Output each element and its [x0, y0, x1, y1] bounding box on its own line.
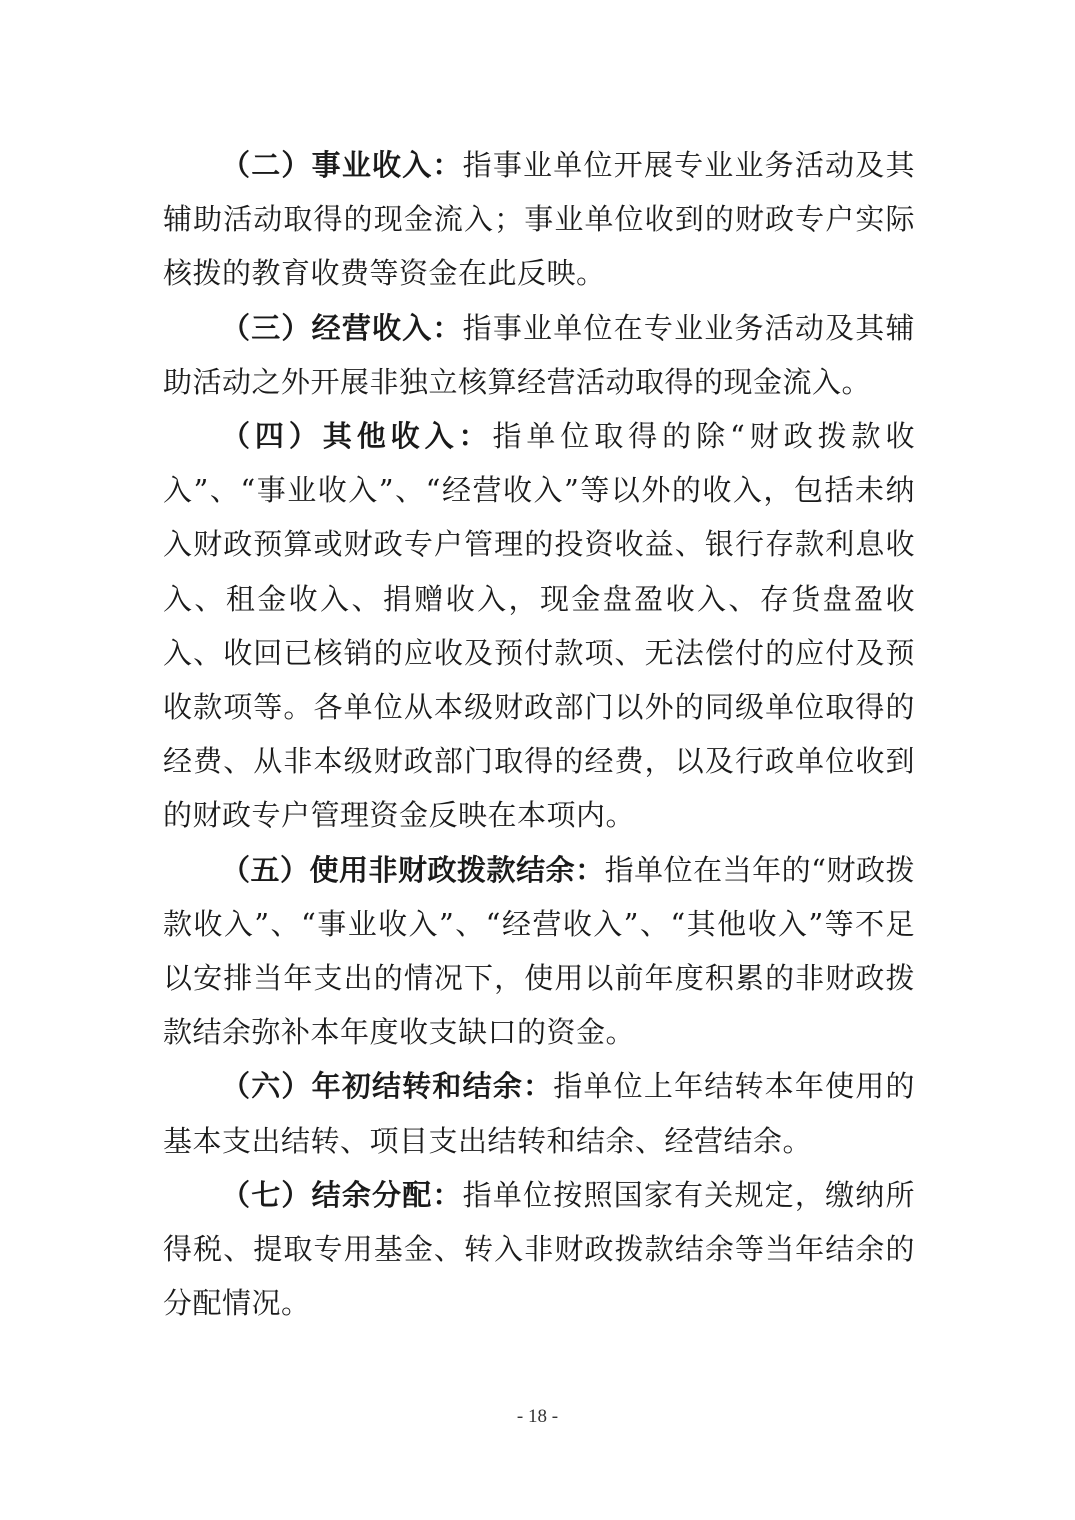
term-other-income: （四）其他收入： — [221, 419, 493, 454]
term-business-income: （二）事业收入： — [221, 148, 463, 182]
term-carryover: （六）年初结转和结余： — [221, 1069, 554, 1104]
paragraph-operating-income — [163, 301, 915, 409]
term-surplus-distribution: （七）结余分配： — [221, 1177, 463, 1212]
definition-surplus-distribution: 指单位按照国家有关规定，缴纳所得税、提取专用基金、转入非财政拨款结余等当年结余的分配情况。 — [163, 1177, 915, 1321]
definition-business-income: 指事业单位开展专业业务活动及其辅助活动取得的现金流入；事业单位收到的财政专户实际核拨的教育收费等资金在此反映。 — [163, 148, 915, 291]
paragraph-other-income — [163, 409, 915, 843]
definition-non-fiscal-surplus: 指单位在当年的“财政拨款收入”、“事业收入”、“经营收入”、“其他收入”等不足以安排当年支出的情况下，使用以前年度积累的非财政拨款结余弥补本年度收支缺口的资金。 — [163, 852, 915, 1050]
definition-other-income: 指单位取得的除“财政拨款收入”、“事业收入”、“经营收入”等以外的收入，包括未纳入财政预算或财政专户管理的投资收益、银行存款利息收入、租金收入、捐赠收入，现金盘盈收入、存货盘盈收入、收回已核销的应收及预付款项、无法偿付的应付及预收款项等。各单位从本级财政部门以外的同级单位取得的经费、从非本级财政部门取得的经费，以及行政单位收到的财政专户管理资金反映在本项内。 — [163, 419, 915, 833]
definition-operating-income: 指事业单位在专业业务活动及其辅助活动之外开展非独立核算经营活动取得的现金流入。 — [163, 310, 915, 399]
definition-carryover: 指单位上年结转本年使用的基本支出结转、项目支出结转和结余、经营结余。 — [163, 1069, 915, 1158]
document-body — [163, 138, 915, 1330]
term-non-fiscal-surplus: （五）使用非财政拨款结余： — [221, 852, 605, 887]
paragraph-surplus-distribution — [163, 1168, 915, 1331]
paragraph-business-income — [163, 138, 915, 301]
paragraph-carryover — [163, 1059, 915, 1167]
term-operating-income: （三）经营收入： — [221, 310, 463, 345]
paragraph-non-fiscal-surplus — [163, 843, 915, 1060]
page-number: - 18 - — [516, 1406, 559, 1427]
